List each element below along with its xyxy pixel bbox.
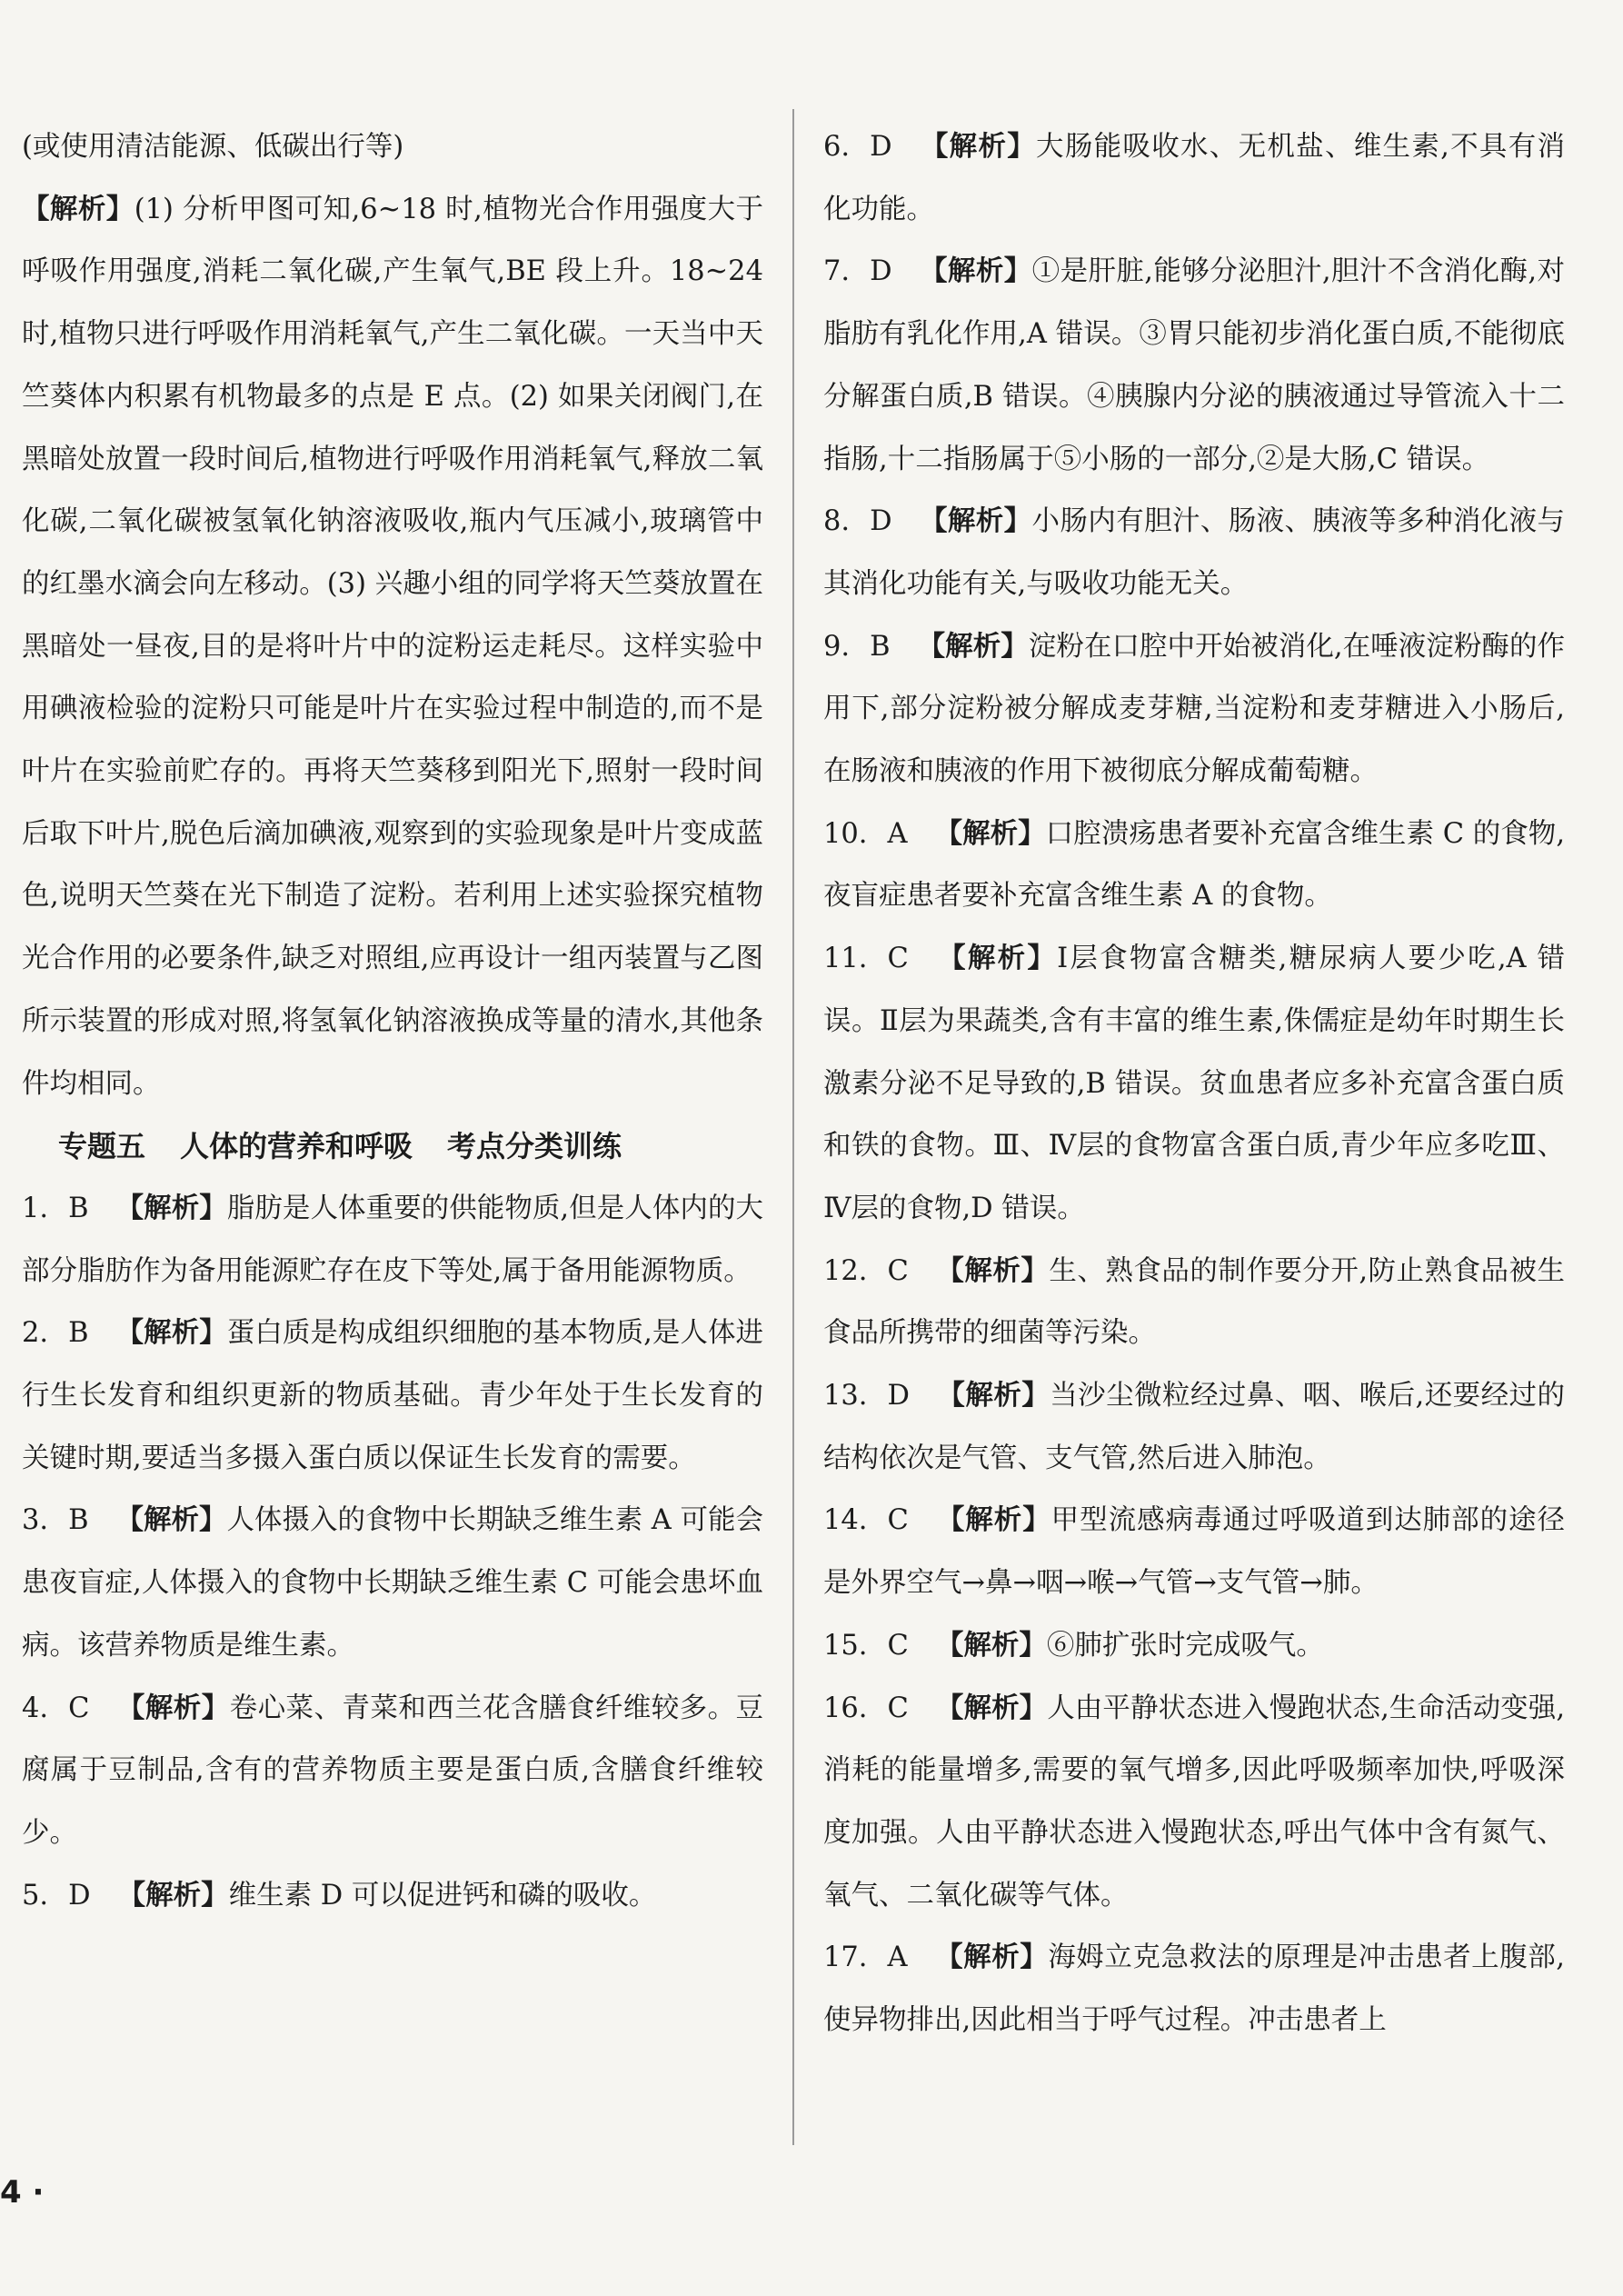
item-tag: 【解析】 <box>919 131 1037 163</box>
item-tag: 【解析】 <box>935 1629 1047 1662</box>
item-tag: 【解析】 <box>936 1380 1050 1413</box>
item-answer: B <box>68 1192 89 1224</box>
item-answer: C <box>887 1629 909 1662</box>
item-number: 7. <box>823 255 851 288</box>
answer-item <box>823 241 1565 491</box>
item-answer: D <box>887 1380 910 1413</box>
page-mark: 4 · <box>0 2174 45 2211</box>
answer-item <box>823 928 1565 1241</box>
item-text: 生、熟食品的制作要分开,防止熟食品被生食品所携带的细菌等污染。 <box>823 1254 1566 1350</box>
item-text: 人由平静状态进入慢跑状态,生命活动变强,消耗的能量增多,需要的氧气增多,因此呼吸频率加快,呼吸深度加强。人由平静状态进入慢跑状态,呼出气体中含有氮气、氧气、二氧化碳等气体。 <box>823 1692 1566 1912</box>
item-tag: 【解析】 <box>115 1192 227 1224</box>
item-answer: D <box>870 255 892 288</box>
item-answer: C <box>887 943 909 975</box>
item-tag: 【解析】 <box>935 1692 1048 1724</box>
answer-item <box>22 1178 763 1303</box>
item-number: 15. <box>823 1629 868 1662</box>
item-text: Ⅰ层食物富含糖类,糖尿病人要少吃,A 错误。Ⅱ层为果蔬类,含有丰富的维生素,侏儒症是幼年时期生长激素分泌不足导致的,B 错误。贫血患者应多补充富含蛋白质和铁的食物。Ⅲ、Ⅳ层的食物富含蛋白质,青少年应多吃Ⅲ、Ⅳ层的食物,D 错误。 <box>823 943 1565 1224</box>
item-tag: 【解析】 <box>935 1504 1051 1537</box>
item-text: 蛋白质是构成组织细胞的基本物质,是人体进行生长发育和组织更新的物质基础。青少年处于生长发育的关键时期,要适当多摄入蛋白质以保证生长发育的需要。 <box>22 1317 763 1474</box>
item-answer: A <box>887 1942 908 1974</box>
answer-item <box>823 1678 1565 1928</box>
item-answer: B <box>68 1317 89 1350</box>
item-tag: 【解析】 <box>117 1879 229 1912</box>
item-text: 大肠能吸收水、无机盐、维生素,不具有消化功能。 <box>823 131 1565 225</box>
item-number: 1. <box>22 1192 49 1224</box>
item-answer: B <box>68 1504 89 1537</box>
item-number: 4. <box>22 1692 49 1724</box>
answer-item <box>823 116 1565 241</box>
analysis-text: (1) 分析甲图可知,6~18 时,植物光合作用强度大于呼吸作用强度,消耗二氧化碳,产生氧气,BE 段上升。18~24 时,植物只进行呼吸作用消耗氧气,产生二氧化碳。一天当中天竺葵体内积累有机物最多的点是 E 点。(2) 如果关闭阀门,在黑暗处放置一段时间后,植物进行呼吸作用消耗氧气,释放二氧化碳,二氧化碳被氢氧化钠溶液吸收,瓶内气压减小,玻璃管中的红墨水滴会向左移动。(3) 兴趣小组的同学将天竺葵放置在黑暗处一昼夜,目的是将叶片中的淀粉运走耗尽。这样实验中用碘液检验的淀粉只可能是叶片在实验过程中制造的,而不是叶片在实验前贮存的。再将天竺葵移到阳光下,照射一段时间后取下叶片,脱色后滴加碘液,观察到的实验现象是叶片变成蓝色,说明天竺葵在光下制造了淀粉。若利用上述实验探究植物光合作用的必要条件,缺乏对照组,应再设计一组丙装置与乙图所示装置的形成对照,将氢氧化钠溶液换成等量的清水,其他条件均相同。 <box>22 193 763 1100</box>
item-number: 10. <box>823 817 868 850</box>
item-tag: 【解析】 <box>934 817 1046 850</box>
item-text: 小肠内有胆汁、肠液、胰液等多种消化液与其消化功能有关,与吸收功能无关。 <box>823 505 1566 600</box>
heading-part-2: 人体的营养和呼吸 <box>180 1129 413 1164</box>
item-number: 12. <box>823 1254 868 1287</box>
left-column <box>22 116 763 1927</box>
item-number: 5. <box>22 1879 49 1912</box>
answer-item <box>823 616 1565 804</box>
item-number: 14. <box>823 1504 868 1537</box>
item-answer: D <box>68 1879 91 1912</box>
item-text: ①是肝脏,能够分泌胆汁,胆汁不含消化酶,对脂肪有乳化作用,A 错误。③胃只能初步消化蛋白质,不能彻底分解蛋白质,B 错误。④胰腺内分泌的胰液通过导管流入十二指肠,十二指肠属于⑤小肠的一部分,②是大肠,C 错误。 <box>823 255 1566 475</box>
item-number: 13. <box>823 1380 868 1413</box>
item-text: 淀粉在口腔中开始被消化,在唾液淀粉酶的作用下,部分淀粉被分解成麦芽糖,当淀粉和麦芽糖进入小肠后,在肠液和胰液的作用下被彻底分解成葡萄糖。 <box>823 630 1565 788</box>
item-tag: 【解析】 <box>115 1317 227 1350</box>
answer-item <box>22 1490 763 1677</box>
answer-item <box>22 1865 763 1928</box>
heading-part-3: 考点分类训练 <box>447 1129 622 1164</box>
item-tag: 【解析】 <box>919 255 1032 288</box>
item-number: 11. <box>823 943 868 975</box>
column-divider <box>792 109 794 2145</box>
item-number: 8. <box>823 505 851 538</box>
answer-item <box>823 1490 1565 1614</box>
item-answer: C <box>887 1254 909 1287</box>
continuation-line: (或使用清洁能源、低碳出行等) <box>22 131 404 163</box>
item-answer: C <box>887 1504 909 1537</box>
answer-item <box>823 1365 1565 1490</box>
item-number: 3. <box>22 1504 49 1537</box>
item-text: 人体摄入的食物中长期缺乏维生素 A 可能会患夜盲症,人体摄入的食物中长期缺乏维生素 C 可能会患坏血病。该营养物质是维生素。 <box>22 1504 763 1662</box>
heading-part-1: 专题五 <box>58 1129 146 1164</box>
answer-item <box>22 1678 763 1865</box>
item-answer: D <box>870 131 892 163</box>
item-tag: 【解析】 <box>116 1692 230 1724</box>
item-tag: 【解析】 <box>935 1254 1050 1287</box>
right-column <box>823 116 1565 2052</box>
item-answer: C <box>68 1692 90 1724</box>
section-heading <box>22 1115 763 1178</box>
item-answer: D <box>870 505 892 538</box>
analysis-tag: 【解析】 <box>22 193 134 225</box>
answer-item <box>823 491 1565 615</box>
answer-item <box>823 1241 1565 1365</box>
item-tag: 【解析】 <box>934 1942 1049 1974</box>
item-number: 9. <box>823 630 851 663</box>
item-text: 卷心菜、青菜和西兰花含膳食纤维较多。豆腐属于豆制品,含有的营养物质主要是蛋白质,含膳食纤维较少。 <box>22 1692 764 1849</box>
item-number: 6. <box>823 131 851 163</box>
item-text: 口腔溃疡患者要补充富含维生素 C 的食物,夜盲症患者要补充富含维生素 A 的食物。 <box>823 817 1566 913</box>
item-answer: A <box>887 817 908 850</box>
item-number: 2. <box>22 1317 49 1350</box>
item-tag: 【解析】 <box>935 943 1058 975</box>
item-number: 16. <box>823 1692 868 1724</box>
item-answer: B <box>870 630 891 663</box>
analysis-paragraph <box>22 179 763 1116</box>
answer-item <box>22 1303 763 1490</box>
item-text: 维生素 D 可以促进钙和磷的吸收。 <box>228 1879 657 1912</box>
item-text: ⑥肺扩张时完成吸气。 <box>1046 1629 1324 1662</box>
item-number: 17. <box>823 1942 868 1974</box>
item-text: 当沙尘微粒经过鼻、咽、喉后,还要经过的结构依次是气管、支气管,然后进入肺泡。 <box>823 1380 1565 1474</box>
item-answer: C <box>887 1692 909 1724</box>
answer-item <box>823 1927 1565 2051</box>
item-text: 海姆立克急救法的原理是冲击患者上腹部,使异物排出,因此相当于呼气过程。冲击患者上 <box>823 1942 1566 2037</box>
item-text: 脂肪是人体重要的供能物质,但是人体内的大部分脂肪作为备用能源贮存在皮下等处,属于备用能源物质。 <box>22 1192 763 1287</box>
item-tag: 【解析】 <box>115 1504 227 1537</box>
answer-item <box>823 1615 1565 1678</box>
item-tag: 【解析】 <box>919 505 1032 538</box>
item-tag: 【解析】 <box>917 630 1029 663</box>
item-text: 甲型流感病毒通过呼吸道到达肺部的途径是外界空气→鼻→咽→喉→气管→支气管→肺。 <box>823 1504 1566 1600</box>
answer-item <box>823 804 1565 928</box>
